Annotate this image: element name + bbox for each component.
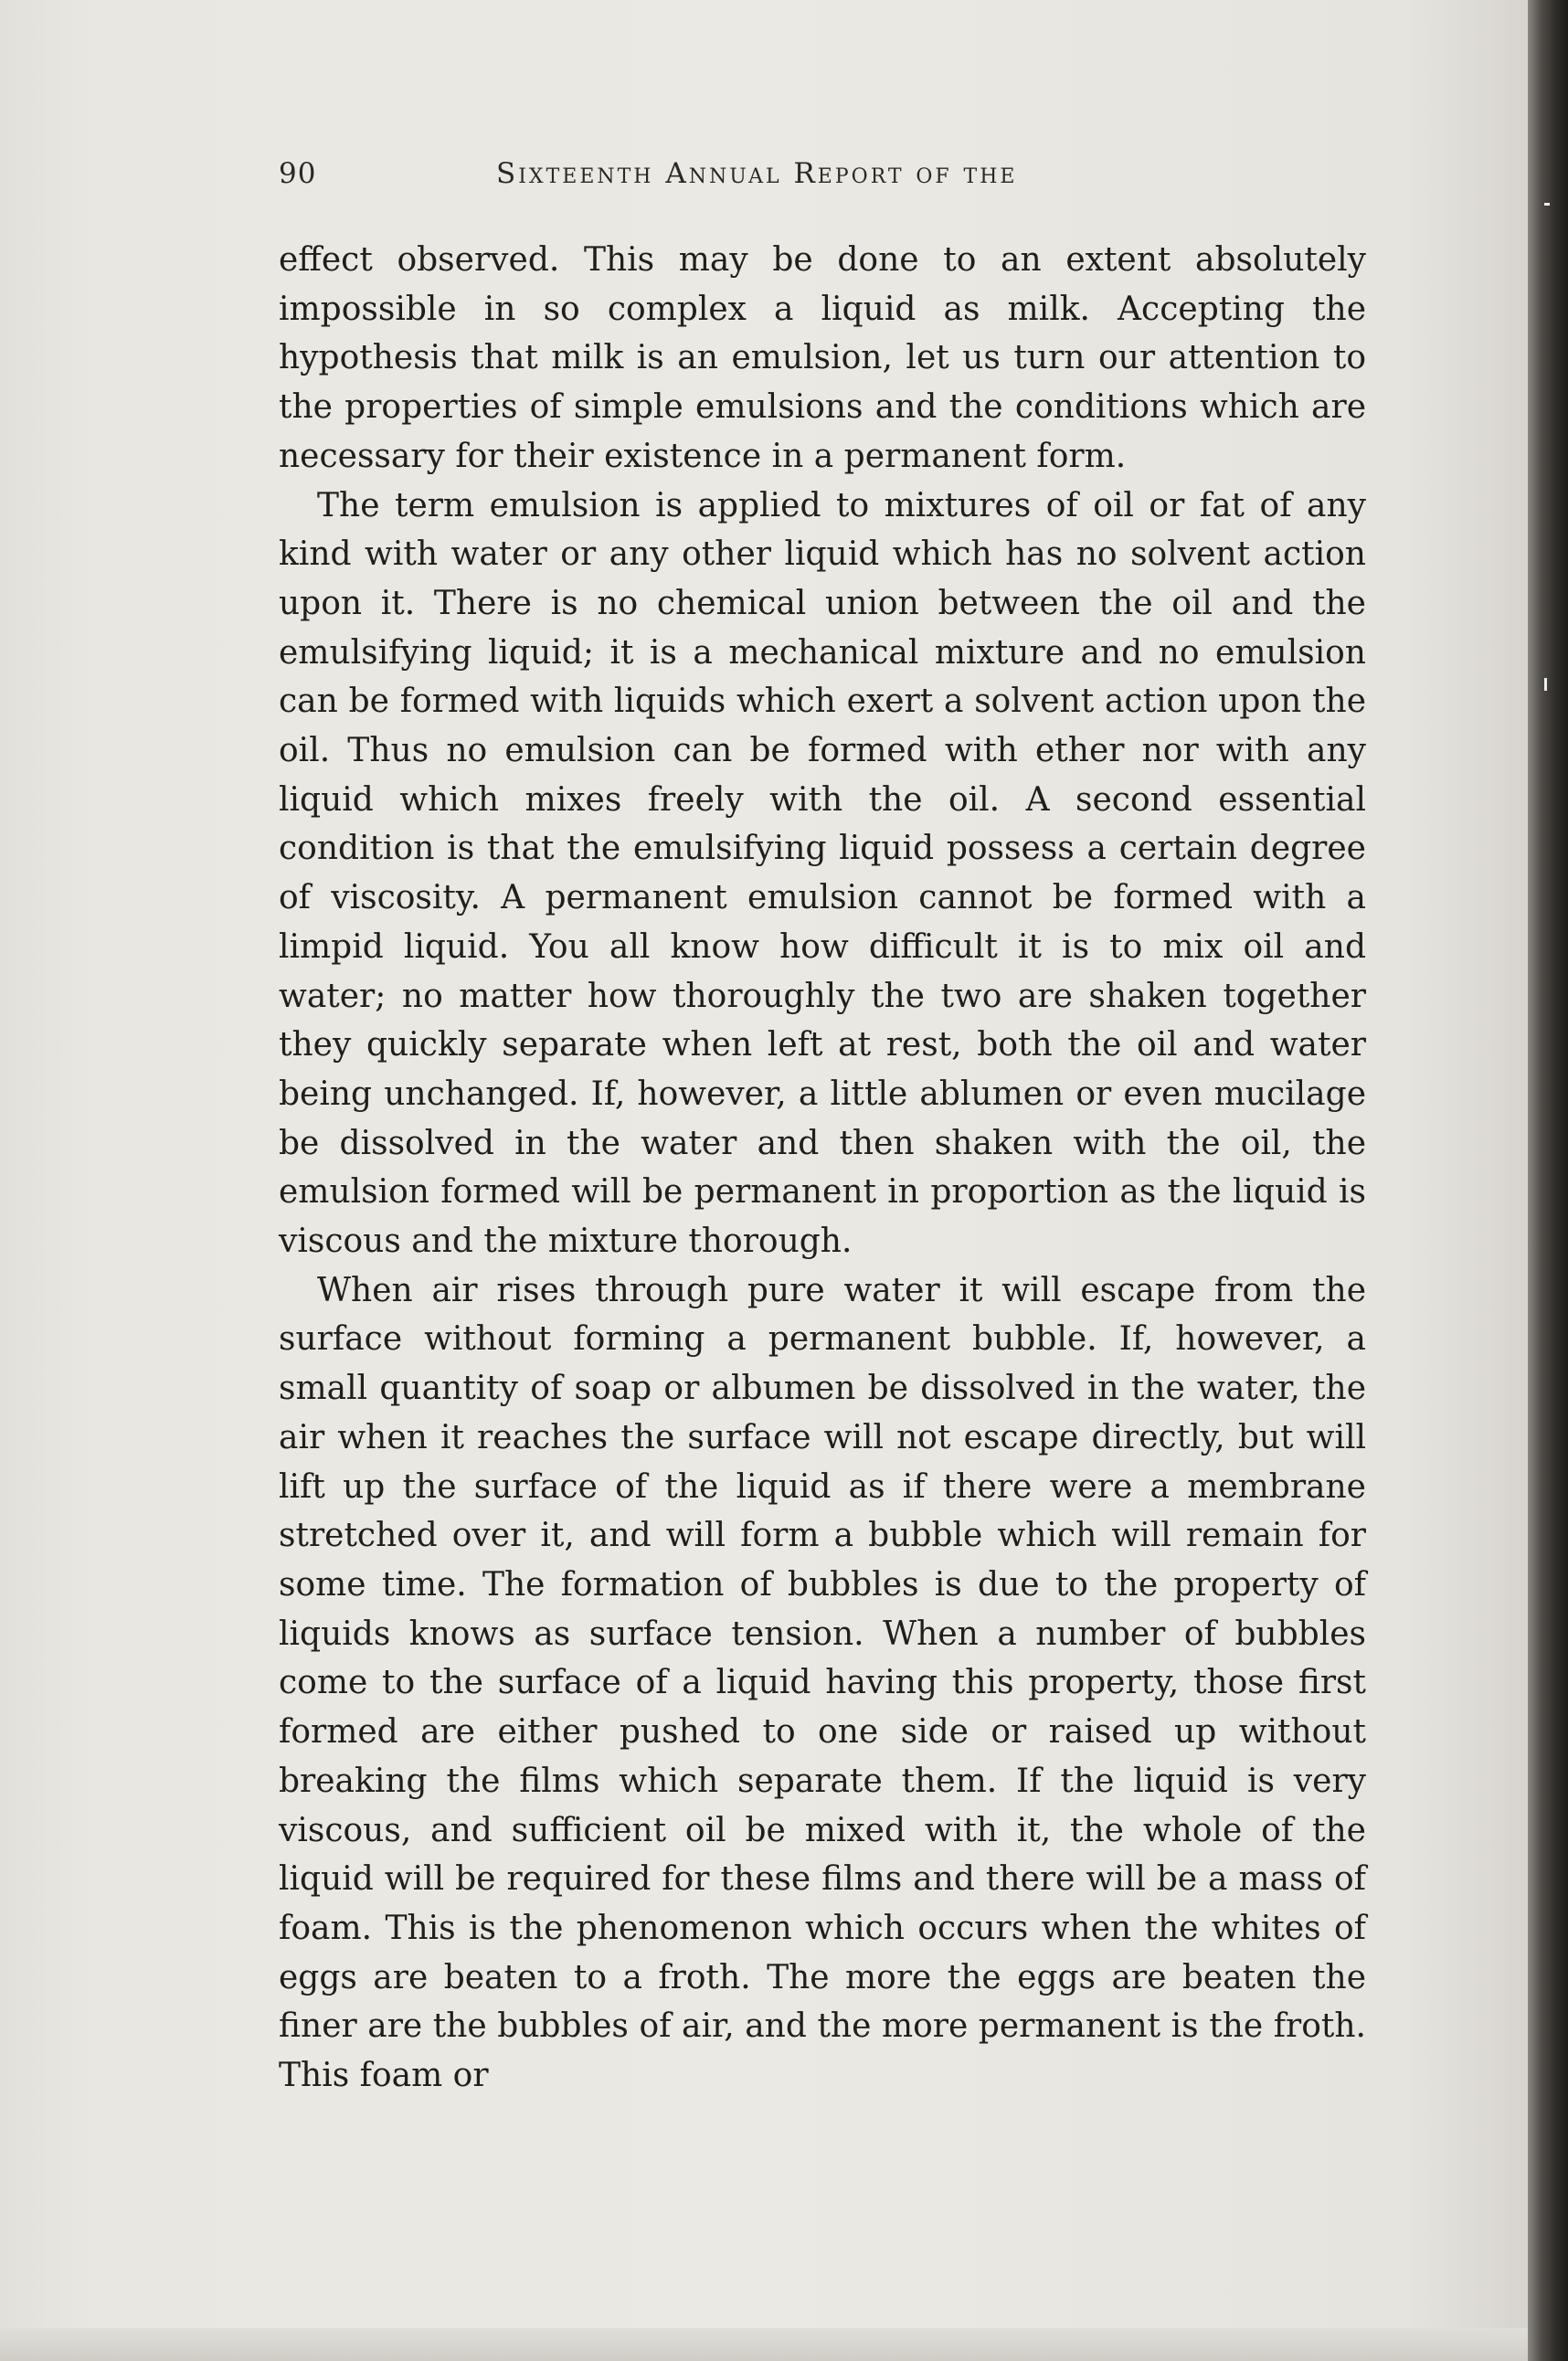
paragraph-continued: effect observed. This may be done to an extent absolutely impossible in so complex a liquid as milk. Accepting the hypothesis that milk is an emulsion, let us turn our attention to the properties of simple emulsions and the conditions which are necessary for their existence in a permanent form. — [279, 241, 1366, 475]
paragraph-surface-tension: When air rises through pure water it will escape from the surface without forming a permanent bubble. If, however, a small quantity of soap or albumen be dissolved in the water, the air when it reaches the surface will not escape directly, but will lift up the surface of the liquid as if there were a membrane stretched over it, and will form a bubble which will remain for some time. The formation of bubbles is due to the property of liquids knows as surface tension. When a number of bubbles come to the surface of a liquid having this property, those first formed are either pushed to one side or raised up without breaking the films which separate them. If the liquid is very viscous, and sufficient oil be mixed with it, the whole of the liquid will be required for these films and there will be a mass of foam. This is the phenomenon which occurs when the whites of eggs are beaten to a froth. The more the eggs are beaten the finer are the bubbles of air, and the more permanent is the froth. This foam or — [279, 1271, 1366, 2095]
page-header — [279, 157, 1224, 203]
running-title: Sixteenth Annual Report of the — [496, 157, 1018, 190]
paragraph-emulsion-definition: The term emulsion is applied to mixtures of oil or fat of any kind with water or any other liquid which has no solvent action upon it. There is no chemical union between the oil and the emulsifying liquid; it is a mechanical mixture and no emulsion can be formed with liquids which exert a solvent action upon the oil. Thus no emulsion can be formed with ether nor with any liquid which mixes freely with the oil. A second essential condition is that the emulsifying liquid possess a certain degree of viscosity. A permanent emulsion cannot be formed with a limpid liquid. You all know how difficult it is to mix oil and water; no matter how thoroughly the two are shaken together they quickly separate when left at rest, both the oil and water being unchanged. If, however, a little ablumen or even mucilage be dissolved in the water and then shaken with the oil, the emulsion formed will be permanent in proportion as the liquid is viscous and the mixture thorough. — [279, 486, 1366, 1261]
spine-mark-middle — [1544, 678, 1547, 691]
page-bottom-edge — [0, 2328, 1528, 2361]
book-spine — [1528, 0, 1568, 2361]
page-number: 90 — [279, 157, 317, 190]
spine-mark-top — [1544, 203, 1550, 206]
body-text — [279, 236, 1366, 2101]
